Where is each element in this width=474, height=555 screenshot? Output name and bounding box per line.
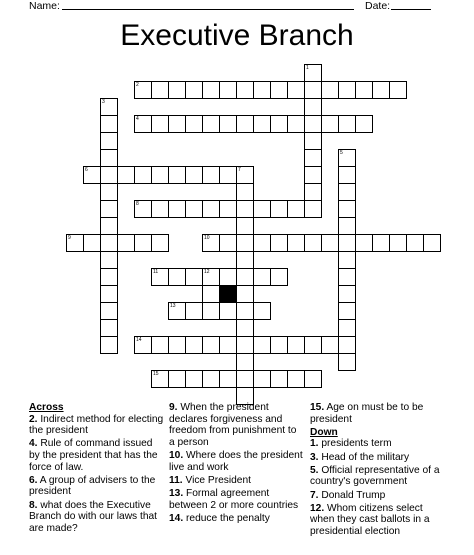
grid-cell[interactable] <box>83 166 101 184</box>
grid-cell[interactable] <box>338 234 356 252</box>
grid-cell[interactable] <box>168 115 186 133</box>
grid-cell[interactable] <box>236 251 254 269</box>
grid-cell[interactable] <box>202 336 220 354</box>
grid-cell[interactable] <box>151 234 169 252</box>
grid-cell[interactable] <box>100 251 118 269</box>
black-cell <box>219 285 237 303</box>
grid-cell[interactable] <box>304 166 322 184</box>
grid-cell[interactable] <box>236 319 254 337</box>
grid-cell[interactable] <box>406 234 424 252</box>
across-clue: 2. Indirect method for electing the president <box>29 413 164 437</box>
grid-cell[interactable] <box>338 200 356 218</box>
grid-cell[interactable] <box>168 336 186 354</box>
grid-cell[interactable] <box>253 336 271 354</box>
grid-cell[interactable] <box>202 370 220 388</box>
down-clue: 5. Official representative of a country's government <box>310 464 440 488</box>
grid-cell[interactable] <box>134 234 152 252</box>
across-clue: 10. Where does the president live and work <box>169 449 303 473</box>
grid-cell[interactable] <box>338 353 356 371</box>
grid-cell[interactable] <box>304 370 322 388</box>
grid-cell[interactable] <box>134 200 152 218</box>
grid-cell[interactable] <box>253 302 271 320</box>
page-title: Executive Branch <box>120 19 354 52</box>
grid-cell[interactable] <box>304 81 322 99</box>
grid-cell[interactable] <box>83 234 101 252</box>
grid-cell[interactable] <box>338 81 356 99</box>
clue-number: 6 <box>85 167 88 173</box>
clue-number: 5 <box>340 150 343 156</box>
grid-cell[interactable] <box>304 115 322 133</box>
grid-cell[interactable] <box>236 285 254 303</box>
grid-cell[interactable] <box>202 268 220 286</box>
grid-cell[interactable] <box>236 336 254 354</box>
across-clue: 14. reduce the penalty <box>169 512 270 524</box>
grid-cell[interactable] <box>219 302 237 320</box>
grid-cell[interactable] <box>202 81 220 99</box>
grid-cell[interactable] <box>270 115 288 133</box>
grid-cell[interactable] <box>270 336 288 354</box>
grid-cell[interactable] <box>100 319 118 337</box>
grid-cell[interactable] <box>117 234 135 252</box>
grid-cell[interactable] <box>253 81 271 99</box>
grid-cell[interactable] <box>100 302 118 320</box>
grid-cell[interactable] <box>253 370 271 388</box>
grid-cell[interactable] <box>270 370 288 388</box>
grid-cell[interactable] <box>185 81 203 99</box>
grid-cell[interactable] <box>219 200 237 218</box>
grid-cell[interactable] <box>202 200 220 218</box>
grid-cell[interactable] <box>66 234 84 252</box>
grid-cell[interactable] <box>338 183 356 201</box>
grid-cell[interactable] <box>338 285 356 303</box>
grid-cell[interactable] <box>304 64 322 82</box>
grid-cell[interactable] <box>236 353 254 371</box>
grid-cell[interactable] <box>219 370 237 388</box>
grid-cell[interactable] <box>372 81 390 99</box>
clue-number: 7 <box>238 167 241 173</box>
grid-cell[interactable] <box>100 217 118 235</box>
grid-cell[interactable] <box>236 200 254 218</box>
grid-cell[interactable] <box>270 200 288 218</box>
grid-cell[interactable] <box>168 268 186 286</box>
grid-cell[interactable] <box>304 336 322 354</box>
grid-cell[interactable] <box>236 302 254 320</box>
grid-cell[interactable] <box>185 268 203 286</box>
grid-cell[interactable] <box>151 115 169 133</box>
grid-cell[interactable] <box>321 115 339 133</box>
grid-cell[interactable] <box>134 166 152 184</box>
clue-number: 13 <box>170 303 176 309</box>
grid-cell[interactable] <box>287 336 305 354</box>
grid-cell[interactable] <box>236 81 254 99</box>
down-clue: 12. Whom citizens select when they cast ballots in a presidential election <box>310 502 430 537</box>
grid-cell[interactable] <box>321 81 339 99</box>
grid-cell[interactable] <box>219 268 237 286</box>
grid-cell[interactable] <box>287 234 305 252</box>
grid-cell[interactable] <box>100 285 118 303</box>
clue-number: 9 <box>68 235 71 241</box>
clue-number: 11 <box>153 269 159 275</box>
grid-cell[interactable] <box>100 166 118 184</box>
grid-cell[interactable] <box>100 149 118 167</box>
down-clue: 1. presidents term <box>310 438 392 450</box>
clue-number: 3 <box>102 99 105 105</box>
grid-cell[interactable] <box>185 166 203 184</box>
grid-cell[interactable] <box>100 268 118 286</box>
clue-number: 4 <box>136 116 139 122</box>
grid-cell[interactable] <box>202 115 220 133</box>
grid-cell[interactable] <box>185 302 203 320</box>
grid-cell[interactable] <box>134 81 152 99</box>
grid-cell[interactable] <box>304 183 322 201</box>
grid-cell[interactable] <box>185 336 203 354</box>
clue-number: 8 <box>136 201 139 207</box>
date-label: Date: <box>365 0 391 12</box>
down-clue: 3. Head of the military <box>310 451 410 463</box>
grid-cell[interactable] <box>389 234 407 252</box>
across-clues-col1 <box>29 402 165 536</box>
grid-cell[interactable] <box>219 81 237 99</box>
clue-number: 14 <box>136 337 142 343</box>
clue-number: 10 <box>204 235 210 241</box>
grid-cell[interactable] <box>287 370 305 388</box>
grid-cell[interactable] <box>338 319 356 337</box>
grid-cell[interactable] <box>338 115 356 133</box>
grid-cell[interactable] <box>151 81 169 99</box>
across-clues-col2 <box>169 402 303 526</box>
grid-cell[interactable] <box>236 234 254 252</box>
grid-cell[interactable] <box>304 234 322 252</box>
grid-cell[interactable] <box>338 166 356 184</box>
grid-cell[interactable] <box>100 132 118 150</box>
grid-cell[interactable] <box>236 217 254 235</box>
grid-cell[interactable] <box>134 115 152 133</box>
grid-cell[interactable] <box>202 285 220 303</box>
grid-cell[interactable] <box>219 166 237 184</box>
grid-cell[interactable] <box>304 132 322 150</box>
grid-cell[interactable] <box>338 251 356 269</box>
clue-number: 12 <box>204 269 210 275</box>
grid-cell[interactable] <box>355 234 373 252</box>
across-clue: 4. Rule of command issued by the president that has the force of law. <box>29 438 158 473</box>
clues-col3 <box>310 402 445 539</box>
grid-cell[interactable] <box>219 115 237 133</box>
across-clue: 9. When the president declares forgiveness and freedom from punishment to a person <box>169 402 297 448</box>
clue-number: 15 <box>153 371 159 377</box>
grid-cell[interactable] <box>338 336 356 354</box>
grid-cell[interactable] <box>100 98 118 116</box>
grid-cell[interactable] <box>253 268 271 286</box>
grid-cell[interactable] <box>287 200 305 218</box>
grid-cell[interactable] <box>185 370 203 388</box>
grid-cell[interactable] <box>168 200 186 218</box>
grid-cell[interactable] <box>168 166 186 184</box>
across-clue: 6. A group of advisers to the president <box>29 474 156 498</box>
grid-cell[interactable] <box>304 200 322 218</box>
grid-cell[interactable] <box>100 234 118 252</box>
grid-cell[interactable] <box>202 302 220 320</box>
grid-cell[interactable] <box>253 115 271 133</box>
grid-cell[interactable] <box>287 81 305 99</box>
grid-cell[interactable] <box>236 115 254 133</box>
grid-cell[interactable] <box>236 166 254 184</box>
grid-cell[interactable] <box>100 200 118 218</box>
grid-cell[interactable] <box>151 336 169 354</box>
down-heading: Down <box>310 426 338 438</box>
grid-cell[interactable] <box>168 81 186 99</box>
down-clue: 7. Donald Trump <box>310 489 386 501</box>
grid-cell[interactable] <box>202 166 220 184</box>
grid-cell[interactable] <box>304 149 322 167</box>
grid-cell[interactable] <box>185 200 203 218</box>
grid-cell[interactable] <box>355 115 373 133</box>
grid-cell[interactable] <box>134 336 152 354</box>
grid-cell[interactable] <box>151 166 169 184</box>
grid-cell[interactable] <box>151 370 169 388</box>
grid-cell[interactable] <box>100 183 118 201</box>
across-clue: 13. Formal agreement between 2 or more countries <box>169 487 299 511</box>
clue-number: 1 <box>306 65 309 71</box>
grid-cell[interactable] <box>338 217 356 235</box>
grid-cell[interactable] <box>236 370 254 388</box>
grid-cell[interactable] <box>168 370 186 388</box>
across-clue: 11. Vice President <box>169 474 251 486</box>
grid-cell[interactable] <box>100 115 118 133</box>
grid-cell[interactable] <box>270 268 288 286</box>
grid-cell[interactable] <box>236 183 254 201</box>
grid-cell[interactable] <box>253 234 271 252</box>
grid-cell[interactable] <box>287 115 305 133</box>
across-clue: 8. what does the Executive Branch do with our laws that are made? <box>29 499 157 534</box>
grid-cell[interactable] <box>372 234 390 252</box>
grid-cell[interactable] <box>202 234 220 252</box>
grid-cell[interactable] <box>321 234 339 252</box>
grid-cell[interactable] <box>253 200 271 218</box>
grid-cell[interactable] <box>151 268 169 286</box>
across-clue: 15. Age on must be to be president <box>310 402 424 425</box>
grid-cell[interactable] <box>338 268 356 286</box>
clue-number: 2 <box>136 82 139 88</box>
grid-cell[interactable] <box>219 234 237 252</box>
grid-cell[interactable] <box>151 200 169 218</box>
grid-cell[interactable] <box>270 81 288 99</box>
grid-cell[interactable] <box>304 98 322 116</box>
grid-cell[interactable] <box>236 268 254 286</box>
grid-cell[interactable] <box>100 336 118 354</box>
grid-cell[interactable] <box>321 336 339 354</box>
name-label: Name: <box>29 0 60 12</box>
grid-cell[interactable] <box>338 149 356 167</box>
grid-cell[interactable] <box>270 234 288 252</box>
grid-cell[interactable] <box>338 302 356 320</box>
grid-cell[interactable] <box>185 115 203 133</box>
grid-cell[interactable] <box>117 166 135 184</box>
grid-cell[interactable] <box>168 302 186 320</box>
grid-cell[interactable] <box>219 336 237 354</box>
grid-cell[interactable] <box>423 234 441 252</box>
across-heading: Across <box>29 402 64 413</box>
grid-cell[interactable] <box>389 81 407 99</box>
grid-cell[interactable] <box>355 81 373 99</box>
